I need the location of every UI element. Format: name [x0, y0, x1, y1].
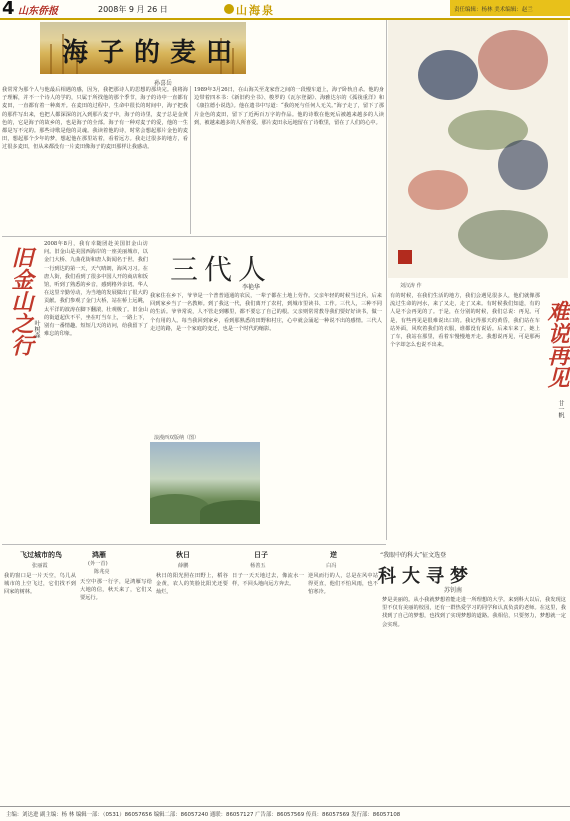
main-article-title: 海子的麦田 — [62, 38, 243, 68]
section-divider — [2, 236, 386, 237]
main-article-body-left: 我常常为那个人与他最后相遇的感，因为，我把那诗人的思想的那块完。我将海子理解，并不一个诗人的学的，只属于所找他的那个季节，海子的诗中一直都有麦田，一直都有着一种离开。在麦田的过程中，生命中很长的时间中，海子把我的那件写出来，也把人都深深的沉入到那片麦子中，海子的诗里，麦子总是金黄色的，它是海子的故乡的，也是海子的全部。海子有一种对麦子的爱，他的一生都是写不完的。那些诗歌是他的灵魂。我读着他的诗，时常会想起那片金色的麦田，想起那个少年的梦，想起他在那里站着，看着远方。我走过很多的地方，看过很多麦田，但从来都没有一片麦田像海子的麦田那样让我感动。 — [2, 87, 188, 151]
poem-title: 飞过城市的鸟 — [20, 550, 62, 559]
section-divider — [2, 544, 386, 545]
left-article-body: 2008年8月，我有幸随团赴美国旧金山访问。旧金山是美国西海岸的一座美丽城市，以金门大桥、九曲花街和唐人街闻名于世。我们一行到达的第一天，天气晴朗，海风习习。在唐人街，我们看到了很多中国人开的商店和饭馆，听到了熟悉的乡音，感到格外亲切。华人在这里辛勤劳动，为当地的发展做出了很大的贡献。我们参观了金门大桥，站在桥上远眺，太平洋的波涛在脚下翻滚，壮观极了。旧金山的街道起伏不平，坐在叮当车上，一路上下，别有一番情趣。短短几天的访问，给我留下了难忘的印象。 — [44, 241, 148, 338]
footer-text: 主编：刘达进 副主编：杨 林 编辑一部：（0531）86057656 编辑二部：86057240 通联：86057127 广告部：86057569 传真：86057569 发行部：86057108 — [6, 812, 401, 818]
science-article-title: 科大寻梦 — [378, 566, 474, 587]
main-article-body-right: 1989年3月26日，在山海关至龙家营之间的一段慢车道上，海子卧轨自杀。他的身边带着四本书：《新旧约全书》、梭罗的《瓦尔登湖》、海雅达尔的《孤筏重洋》和《康拉德小说选》。他在遗书中写道：“我的死与任何人无关。”海子走了，留下了那片金色的麦田，留下了近两百万字的作品。他的诗歌在他死后被越来越多的人读到，被越来越多的人所喜爱。那片麦田永远地留在了诗歌里，留在了人们的心中。 — [194, 87, 384, 126]
science-article-author: 苏钊南 — [444, 587, 463, 594]
poem-title: 秋日 — [176, 550, 190, 559]
center-article-title: 三代人 — [170, 253, 273, 286]
column-divider — [190, 86, 191, 234]
poem-body: 秋日的阳光照在田野上，稻谷金黄，农人的笑脸比阳光还要灿烂。 — [156, 573, 228, 596]
main-article-byline: 孙喜岳 — [154, 80, 173, 87]
photo-caption: 浪漫西双版纳（图） — [154, 435, 200, 441]
poem-author: 杨善五 — [250, 563, 266, 569]
poem-title: 逆 — [330, 550, 337, 559]
paper-name: 山东侨报 — [18, 6, 58, 17]
poem-title: 日子 — [254, 550, 268, 559]
poem-body: 天空中那一行字，是鸿雁写给大地的信，秋天来了，它们又要远行。 — [80, 579, 152, 602]
masthead — [0, 0, 570, 20]
center-article-author: 李艳华 — [242, 284, 261, 291]
left-article-title: 旧金山之行 — [8, 246, 34, 356]
science-article-tag: “我眼中的科大”征文选登 — [380, 552, 447, 559]
poem-author: 陈兆亮 — [94, 569, 110, 575]
left-article-author: 叶树森 — [33, 320, 40, 338]
painting-seal — [398, 250, 412, 264]
poem-author: 薛鹏 — [178, 563, 189, 569]
science-article-body: 梦是美丽的。从小我就梦想着能走进一所理想的大学。来到科大以后，我发现这里不仅有美丽的校园，还有一群热爱学习的同学和认真负责的老师。在这里，我找到了自己的梦想，也找到了实现梦想的道路。我相信，只要努力，梦想就一定会实现。 — [382, 597, 566, 628]
editor-bar — [450, 0, 570, 16]
center-article-body: 我家住在乡下，爷爷是一个普普通通的农民，一辈子都在土地上劳作。父亲年轻的时候当过兵，后来回到家乡当了一名教师。到了我这一代，我们离开了农村，到城市里读书、工作。三代人，三种不同的生活。爷爷常说，人不管走到哪里，都不要忘了自己的根。父亲则常常教导我们要好好读书，做一个有用的人。每当我回到家乡，看到那熟悉的田野和村庄，心中就会涌起一种说不出的感情。三代人走过的路，是一个家庭的变迁，也是一个时代的缩影。 — [150, 293, 382, 332]
footer — [0, 806, 570, 821]
page-number: 4 — [2, 0, 15, 19]
poem-body: 逆风而行的人，总是在风中站得更直，他们不怕风雨，也不怕寒冷。 — [308, 573, 378, 596]
side-article-body: 有的时候，在我们生活的地方，我们会遇见很多人，他们就像那流过生命的河水，来了又走，走了又来。有时候我们知道，有的人是不会再见的了。于是，在分别的时候，我们总说：再见。可是，有些再见是很难说出口的。我记得那天的黄昏，我们站在车站外面，风吹着我们的衣服，谁都没有说话。后来车来了，她上了车，我站在那里，看着车慢慢地开走。我想说再见，可是那两个字却怎么也说不出来。 — [390, 293, 540, 349]
editor-bar-text: 责任编辑：杨林 美术编辑：赵兰 — [454, 7, 533, 13]
column-logo-icon — [224, 4, 234, 14]
issue-date: 2008年 9 月 26 日 — [98, 5, 168, 14]
ink-painting — [388, 20, 568, 278]
poem-body: 日子一天天地过去，像流水一样，不回头地向远方奔去。 — [232, 573, 304, 588]
side-article-author: 甘一帆 — [557, 400, 564, 418]
poem-subtitle: (外一首) — [88, 561, 108, 567]
poem-title: 鸿雁 — [92, 550, 106, 559]
column-name: 山海泉 — [236, 4, 275, 17]
landscape-photo — [150, 442, 260, 524]
poem-author: 张丽霞 — [32, 563, 48, 569]
poem-body: 我的窗口是一片天空，鸟儿从城市的上空飞过，它们找不到回家的树林。 — [4, 573, 76, 596]
column-divider — [386, 20, 387, 540]
poem-author: 白冯 — [326, 563, 337, 569]
side-article-title: 难说再见 — [544, 300, 570, 388]
painting-caption: 刘汉涛 作 — [400, 283, 422, 289]
